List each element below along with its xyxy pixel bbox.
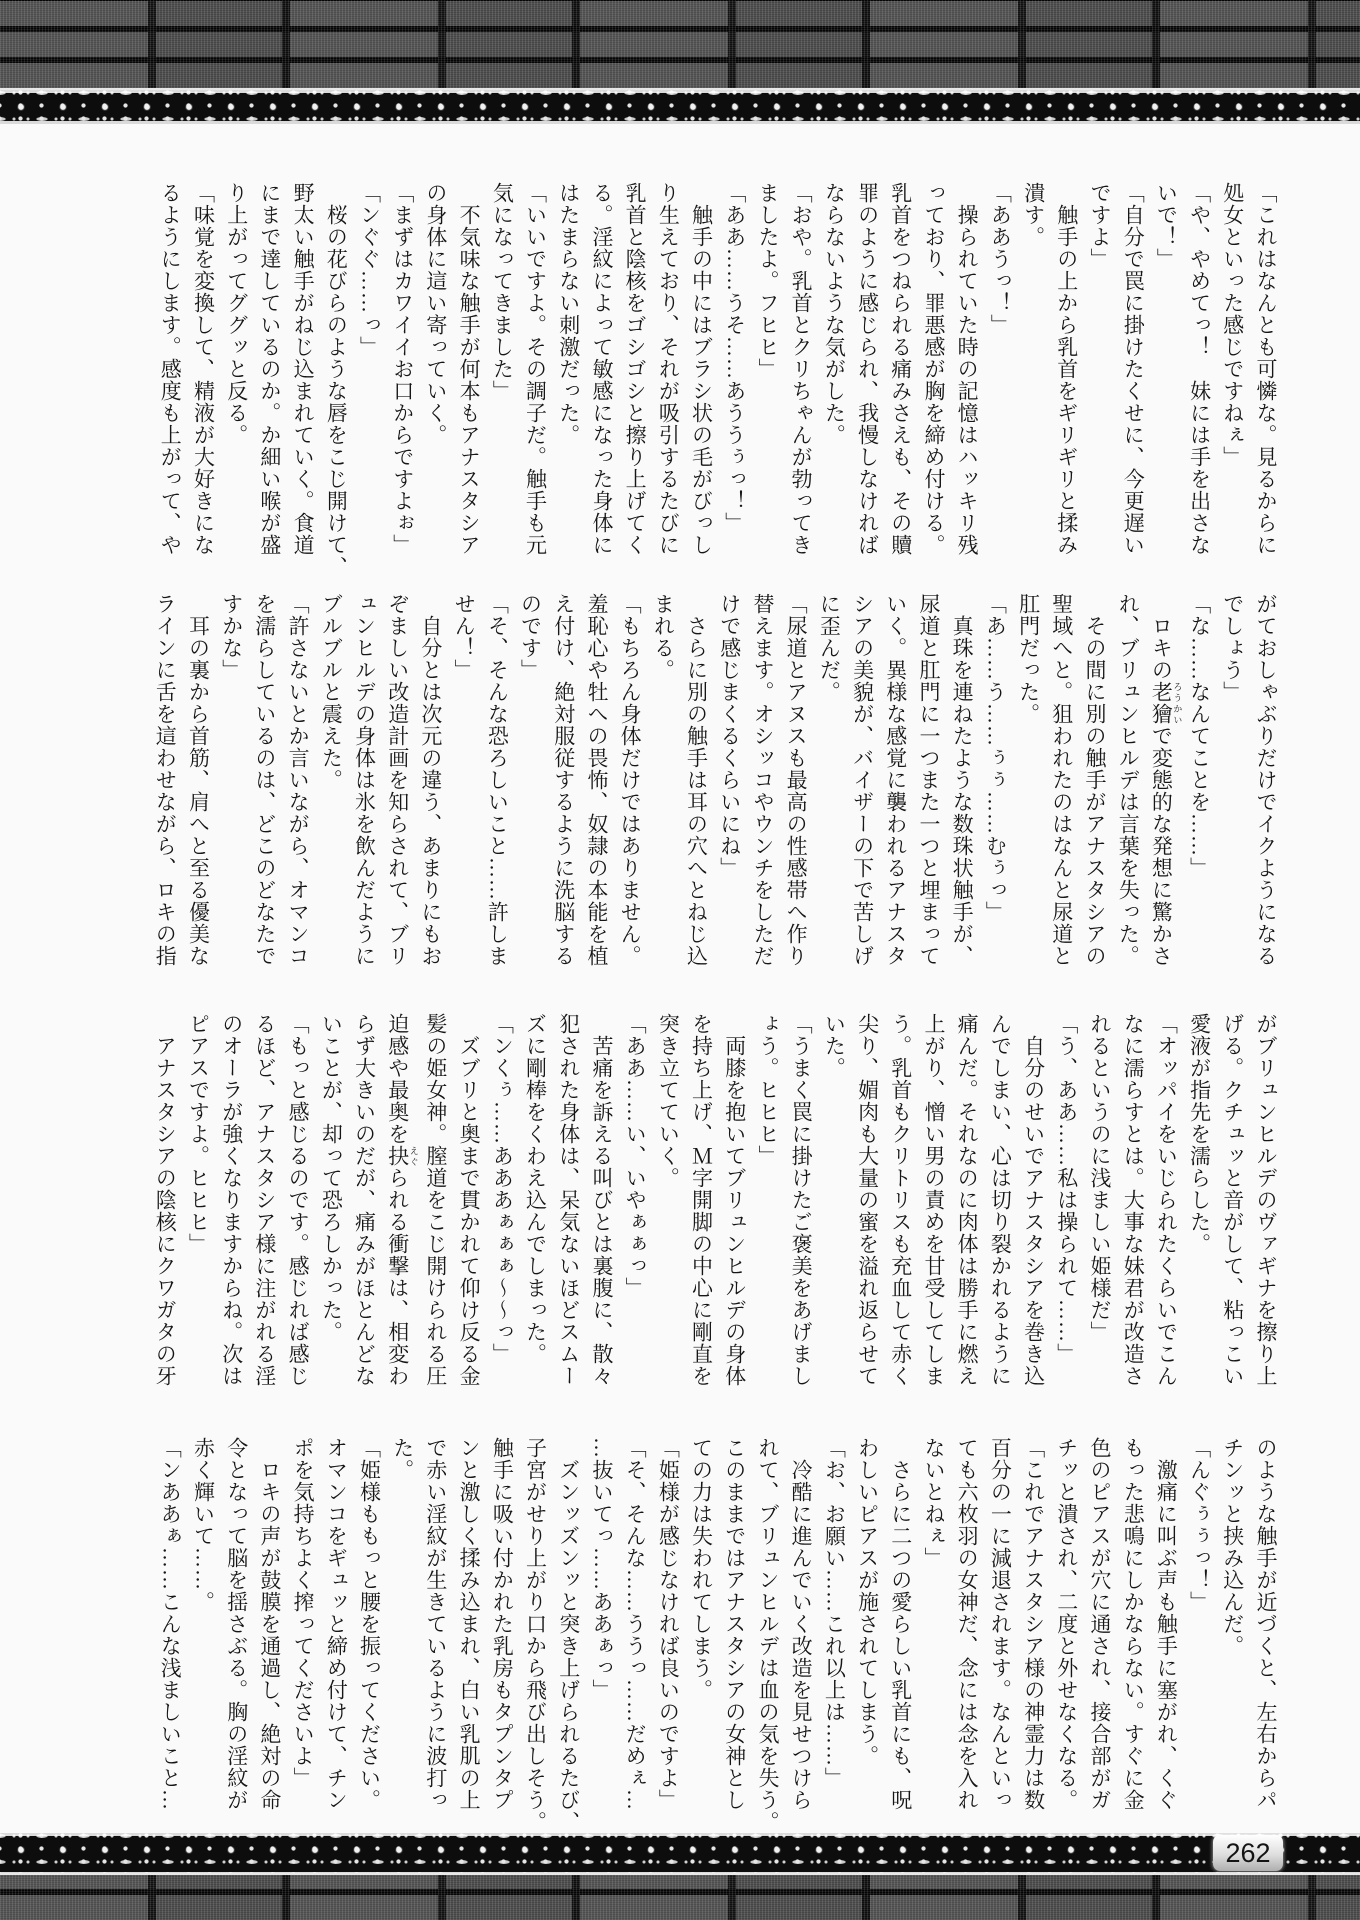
text-column: 「姫様ももっと腰を振ってください。 bbox=[357, 1437, 382, 1811]
text-column: ならないような気がした。 bbox=[822, 182, 847, 446]
text-column: 「自分で罠に掛けたくせに、今更遅い bbox=[1121, 182, 1146, 556]
text-column: 上がり、憎い男の責めを甘受してしま bbox=[921, 1013, 946, 1387]
text-column: 聖域へと。狙われたのはなんと尿道と bbox=[1049, 593, 1074, 967]
text-column: 「お、お願い……これ以上は……」 bbox=[822, 1437, 847, 1789]
text-band-2 bbox=[148, 593, 1282, 967]
text-column: 突き立てていく。 bbox=[656, 1013, 681, 1189]
text-column: チッと潰され、二度と外せなくなる。 bbox=[1054, 1437, 1079, 1811]
text-column: 「う、ああ……私は操られて……」 bbox=[1054, 1013, 1079, 1365]
text-column: ぞましい改造計画を知らされて、ブリ bbox=[385, 593, 410, 967]
text-column: 触手に吸い付かれた乳房もタプンタプ bbox=[490, 1437, 515, 1811]
text-column: 愛液が指先を濡らした。 bbox=[1187, 1013, 1212, 1255]
text-column: る。淫紋によって敏感になった身体に bbox=[589, 182, 614, 556]
text-column: 羞恥心や牡への畏怖、奴隷の本能を植 bbox=[584, 593, 609, 967]
text-column: すかな」 bbox=[219, 593, 244, 681]
text-column: 罪のように感じられ、我慢しなければ bbox=[855, 182, 880, 556]
text-column: 「ああ……い、いやぁぁっ」 bbox=[623, 1013, 648, 1299]
text-column: のような触手が近づくと、左右からパ bbox=[1254, 1437, 1278, 1811]
text-column: 痛んだ。それなのに肉体は勝手に燃え bbox=[955, 1013, 980, 1387]
text-column: ロキの声が鼓膜を通過し、絶対の命 bbox=[257, 1437, 282, 1811]
text-column: 「おや。乳首とクリちゃんが勃ってき bbox=[789, 182, 814, 556]
text-column: ンと激しく揉み込まれ、白い乳肌の上 bbox=[457, 1437, 482, 1811]
text-column: ても六枚羽の女神だ、念には念を入れ bbox=[955, 1437, 980, 1811]
text-column: さらに二つの愛らしい乳首にも、呪 bbox=[888, 1437, 913, 1811]
text-column: 百分の一に減退されます。なんといっ bbox=[988, 1437, 1013, 1811]
text-column: 処女といった感じですねぇ」 bbox=[1220, 182, 1245, 468]
text-column: 尿道と肛門に一つまた一つと埋まって bbox=[916, 593, 941, 967]
text-column: 「許さないとか言いながら、オマンコ bbox=[286, 593, 311, 967]
brick-border-bottom bbox=[0, 1873, 1360, 1920]
text-column: オマンコをギュッと締め付けて、チン bbox=[324, 1437, 349, 1811]
text-column: で赤い淫紋が生きているように波打っ bbox=[423, 1437, 448, 1811]
text-column: 「んぐぅぅっ！」 bbox=[1187, 1437, 1212, 1613]
text-column: ての力は失われてしまう。 bbox=[689, 1437, 714, 1701]
text-column: んでしまい、心は切り裂かれるように bbox=[988, 1013, 1013, 1387]
text-column: のオーラが強くなりますからね。次は bbox=[219, 1013, 244, 1387]
text-column: 「これでアナスタシア様の神霊力は数 bbox=[1021, 1437, 1046, 1811]
text-column: 色のピアスが穴に通され、接合部がガ bbox=[1087, 1437, 1112, 1811]
text-column: アナスタシアの陰核にクワガタの牙 bbox=[153, 1013, 178, 1387]
text-column: 「ンくぅ……あああぁぁぁ～～っ」 bbox=[490, 1013, 515, 1365]
text-column: さらに別の触手は耳の穴へとねじ込 bbox=[684, 593, 709, 967]
text-column: り上がってググッと反る。 bbox=[224, 182, 249, 446]
text-column: ュンヒルデの身体は氷を飲んだように bbox=[352, 593, 377, 967]
text-column: 操られていた時の記憶はハッキリ残 bbox=[955, 182, 980, 556]
text-column: を濡らしているのは、どこのどなたで bbox=[252, 593, 277, 967]
text-column: 両膝を抱いてブリュンヒルデの身体 bbox=[722, 1013, 747, 1387]
text-column: のです」 bbox=[518, 593, 543, 681]
text-column: わしいピアスが施されてしまう。 bbox=[855, 1437, 880, 1767]
text-column: シアの美貌が、バイザーの下で苦しげ bbox=[850, 593, 875, 967]
text-column: 乳首をつねられる痛みさえも、その贖 bbox=[888, 182, 913, 556]
text-column: り生えており、それが吸引するたびに bbox=[656, 182, 681, 556]
text-column: ズブリと奥まで貫かれて仰け反る金 bbox=[457, 1013, 482, 1387]
text-column: いで！」 bbox=[1154, 182, 1179, 270]
text-column: 不気味な触手が何本もアナスタシア bbox=[457, 182, 482, 556]
text-column: げる。クチュッと音がして、粘っこい bbox=[1220, 1013, 1245, 1387]
brick-border-top bbox=[0, 0, 1360, 90]
text-column: けで感じまくるくらいにね」 bbox=[717, 593, 742, 879]
text-column: 桜の花びらのような唇をこじ開けて、 bbox=[324, 182, 349, 578]
text-column: 「ンああぁ……こんな浅ましいこと… bbox=[158, 1437, 183, 1811]
text-column: 「オッパイをいじられたくらいでこん bbox=[1154, 1013, 1179, 1387]
text-column: ポを気持ちよく搾ってくださいよ」 bbox=[291, 1437, 316, 1789]
text-column: 触手の中にはブラシ状の毛がびっし bbox=[689, 182, 714, 556]
text-column: 潰す。 bbox=[1021, 182, 1046, 248]
text-column: 「な……なんてことを……」 bbox=[1187, 593, 1212, 879]
text-column: れ、ブリュンヒルデは言葉を失った。 bbox=[1116, 593, 1141, 967]
ornament-border-top bbox=[0, 90, 1360, 124]
text-column: 耳の裏から首筋、肩へと至る優美な bbox=[186, 593, 211, 967]
text-column: 肛門だった。 bbox=[1016, 593, 1041, 725]
text-column: らず大きいのだが、痛みがほとんどな bbox=[352, 1013, 377, 1387]
text-column: まれる。 bbox=[651, 593, 676, 681]
text-column: ょう。ヒヒヒ」 bbox=[755, 1013, 780, 1167]
text-column: 赤く輝いて……。 bbox=[191, 1437, 216, 1613]
text-column: 苦痛を訴える叫びとは裏腹に、散々 bbox=[589, 1013, 614, 1387]
text-column: るほど、アナスタシア様に注がれる淫 bbox=[252, 1013, 277, 1387]
text-column: 乳首と陰核をゴシゴシと擦り上げてく bbox=[623, 182, 648, 556]
text-column: 自分のせいでアナスタシアを巻き込 bbox=[1021, 1013, 1046, 1387]
text-column: 「これはなんとも可憐な。見るからに bbox=[1254, 182, 1278, 556]
text-column: でしょう」 bbox=[1220, 593, 1245, 703]
text-column: ブルブルと震えた。 bbox=[319, 593, 344, 791]
text-column: いた。 bbox=[822, 1013, 847, 1079]
text-column: 尖り、媚肉も大量の蜜を溢れ返らせて bbox=[855, 1013, 880, 1387]
text-column: ロキの老獪 ろうかいで変態的な発想に驚かさ bbox=[1149, 593, 1183, 967]
text-column: 「うまく罠に掛けたご褒美をあげまし bbox=[789, 1013, 814, 1387]
text-column: その間に別の触手がアナスタシアの bbox=[1082, 593, 1107, 967]
text-column: にまで達しているのか。か細い喉が盛 bbox=[257, 182, 282, 556]
text-column: 冷酷に進んでいく改造を見せつけら bbox=[789, 1437, 814, 1811]
text-column: ピアスですよ。ヒヒヒ」 bbox=[186, 1013, 211, 1255]
text-column: れるというのに浅ましい姫様だ」 bbox=[1087, 1013, 1112, 1343]
text-column: ないとねぇ」 bbox=[921, 1437, 946, 1569]
text-column: に歪んだ。 bbox=[817, 593, 842, 703]
text-column: なに濡らすとは。大事な妹君が改造さ bbox=[1121, 1013, 1146, 1387]
text-column: え付け、絶対服従するように洗脳する bbox=[551, 593, 576, 967]
text-column: 触手の上から乳首をギリギリと揉み bbox=[1054, 182, 1079, 556]
text-column: ラインに舌を這わせながら、ロキの指 bbox=[153, 593, 178, 967]
text-band-4 bbox=[153, 1437, 1282, 1833]
text-column: ズに剛棒をくわえ込んでしまった。 bbox=[523, 1013, 548, 1365]
text-column: 真珠を連ねたような数珠状触手が、 bbox=[950, 593, 975, 967]
text-column: 「尿道とアヌスも最高の性感帯へ作り bbox=[784, 593, 809, 967]
text-column: ましたよ。フヒヒ」 bbox=[755, 182, 780, 380]
text-column: いく。異様な感覚に襲われるアナスタ bbox=[883, 593, 908, 967]
text-column: 気になってきました」 bbox=[490, 182, 515, 402]
text-column: がておしゃぶりだけでイクようになる bbox=[1254, 593, 1278, 967]
text-column: た。 bbox=[390, 1437, 415, 1481]
text-column: はたまらない刺激だった。 bbox=[556, 182, 581, 446]
text-column: 子宮がせり上がり口から飛び出しそう。 bbox=[523, 1437, 548, 1833]
text-column: がブリュンヒルデのヴァギナを擦り上 bbox=[1254, 1013, 1278, 1387]
text-column: このままではアナスタシアの女神とし bbox=[722, 1437, 747, 1811]
text-band-3 bbox=[148, 1013, 1282, 1387]
text-column: 「もちろん身体だけではありません。 bbox=[618, 593, 643, 967]
text-column: 「や、やめてっ！ 妹には手を出さな bbox=[1187, 182, 1212, 556]
text-column: 自分とは次元の違う、あまりにもお bbox=[418, 593, 443, 967]
text-column: 「姫様が感じなければ良いのですよ」 bbox=[656, 1437, 681, 1811]
text-column: 髪の姫女神。膣道をこじ開けられる圧 bbox=[423, 1013, 448, 1387]
text-column: 「まずはカワイイお口からですよぉ」 bbox=[390, 182, 415, 556]
text-band-1 bbox=[153, 182, 1282, 578]
text-column: 「味覚を変換して、精液が大好きにな bbox=[191, 182, 216, 556]
text-column: を持ち上げ、Ｍ字開脚の中心に剛直を bbox=[689, 1013, 714, 1387]
text-column: 「そ、そんな……ううっ……だめぇ… bbox=[623, 1437, 648, 1811]
ornament-border-bottom bbox=[0, 1833, 1360, 1875]
text-column: 「あ……う……ぅぅ……むぅっ」 bbox=[983, 593, 1008, 923]
text-column: 令となって脳を揺さぶる。胸の淫紋が bbox=[224, 1437, 249, 1811]
text-column: 激痛に叫ぶ声も触手に塞がれ、くぐ bbox=[1154, 1437, 1179, 1811]
text-column: 「ンぐぐ……っ」 bbox=[357, 182, 382, 358]
text-column: チンッと挟み込んだ。 bbox=[1220, 1437, 1245, 1657]
text-column: 迫感や最奥を抉 えぐられる衝撃は、相変わ bbox=[385, 1013, 419, 1387]
text-column: れて、ブリュンヒルデは血の気を失う。 bbox=[755, 1437, 780, 1833]
text-column: う。乳首もクリトリスも充血して赤く bbox=[888, 1013, 913, 1387]
text-column: 替えます。オシッコやウンチをしただ bbox=[750, 593, 775, 967]
text-column: 「いいですよ。その調子だ。触手も元 bbox=[523, 182, 548, 556]
text-column: 「もっと感じるのです。感じれば感じ bbox=[286, 1013, 311, 1387]
text-column: もった悲鳴にしかならない。すぐに金 bbox=[1121, 1437, 1146, 1811]
text-column: の身体に這い寄っていく。 bbox=[423, 182, 448, 446]
text-column: るようにします。感度も上がって、や bbox=[158, 182, 183, 556]
text-column: せん！」 bbox=[452, 593, 477, 681]
text-column: ですよ」 bbox=[1087, 182, 1112, 270]
page-number: 262 bbox=[1213, 1835, 1283, 1871]
text-column: …抜いてっ……ああぁっ」 bbox=[589, 1437, 614, 1701]
text-column: ズンッズンッと突き上げられるたび、 bbox=[556, 1437, 581, 1833]
text-column: 犯された身体は、呆気ないほどスムー bbox=[556, 1013, 581, 1387]
text-column: 「そ、そんな恐ろしいこと……許しま bbox=[485, 593, 510, 967]
text-column: 野太い触手がねじ込まれていく。食道 bbox=[291, 182, 316, 556]
text-column: 「ああうっ！」 bbox=[988, 182, 1013, 336]
text-column: っており、罪悪感が胸を締め付ける。 bbox=[921, 182, 946, 556]
text-column: 「ああ……うそ……あううぅっ！」 bbox=[722, 182, 747, 534]
text-column: いことが、却って恐ろしかった。 bbox=[319, 1013, 344, 1343]
